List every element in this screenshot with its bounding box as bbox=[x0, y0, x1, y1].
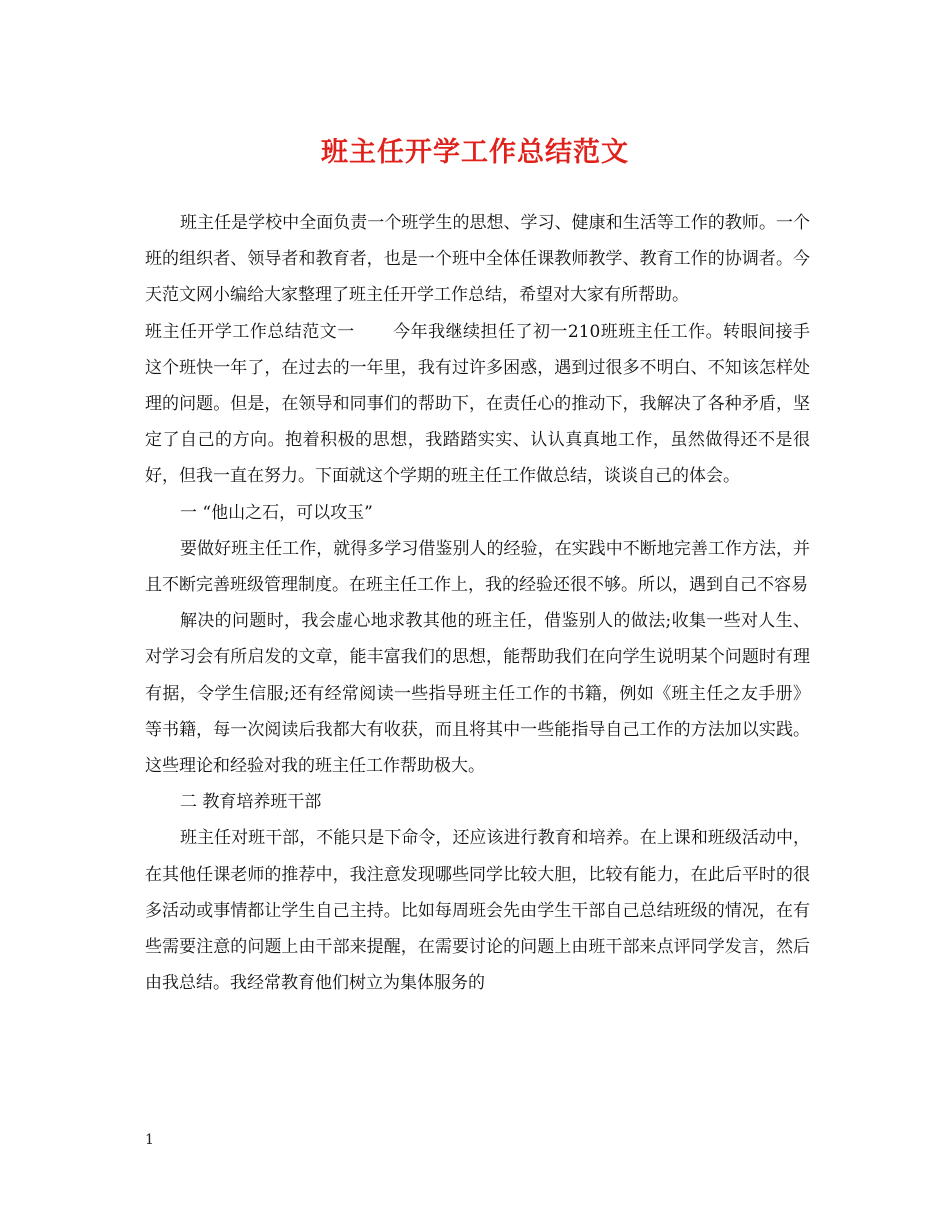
section-one-label: 班主任开学工作总结范文一 bbox=[145, 321, 355, 342]
document-body bbox=[145, 205, 810, 1001]
document-title: 班主任开学工作总结范文 bbox=[321, 137, 629, 168]
paragraph-one-b: 解决的问题时，我会虚心地求教其他的班主任，借鉴别人的做法;收集一些对人生、对学习会有所启发的文章，能丰富我们的思想，能帮助我们在向学生说明某个问题时有理有据，令学生信服;还有经常阅读一些指导班主任工作的书籍，例如《班主任之友手册》等书籍，每一次阅读后我都大有收获，而且将其中一些能指导自己工作的方法加以实践。这些理论和经验对我的班主任工作帮助极大。 bbox=[145, 611, 810, 777]
intro-paragraph: 班主任是学校中全面负责一个班学生的思想、学习、健康和生活等工作的教师。一个班的组织者、领导者和教育者，也是一个班中全体任课教师教学、教育工作的协调者。今天范文网小编给大家整理了班主任开学工作总结，希望对大家有所帮助。 bbox=[145, 213, 810, 306]
paragraph-one-a: 要做好班主任工作，就得多学习借鉴别人的经验，在实践中不断地完善工作方法，并且不断完善班级管理制度。在班主任工作上，我的经验还很不够。所以，遇到自己不容易 bbox=[145, 538, 810, 596]
section-one-text: 今年我继续担任了初一210班班主任工作。转眼间接手这个班快一年了，在过去的一年里，我有过许多困惑，遇到过很多不明白、不知该怎样处理的问题。但是，在领导和同事们的帮助下，在责任心的推动下，我解决了各种矛盾，坚定了自己的方向。抱着积极的思想，我踏踏实实、认认真真地工作，虽然做得还不是很好，但我一直在努力。下面就这个学期的班主任工作做总结，谈谈自己的体会。 bbox=[145, 321, 811, 487]
paragraph-two: 班主任对班干部，不能只是下命令，还应该进行教育和培养。在上课和班级活动中，在其他任课老师的推荐中，我注意发现哪些同学比较大胆，比较有能力，在此后平时的很多活动或事情都让学生自己主持。比如每周班会先由学生干部自己总结班级的情况，在有些需要注意的问题上由干部来提醒，在需要讨论的问题上由班干部来点评同学发言，然后由我总结。我经常教育他们树立为集体服务的 bbox=[145, 828, 810, 994]
section-one-paragraph bbox=[145, 314, 810, 495]
page-number: 1 bbox=[145, 1132, 154, 1148]
heading-one: 一 “他山之石，可以攻玉” bbox=[180, 502, 373, 523]
heading-two: 二 教育培养班干部 bbox=[180, 792, 322, 813]
